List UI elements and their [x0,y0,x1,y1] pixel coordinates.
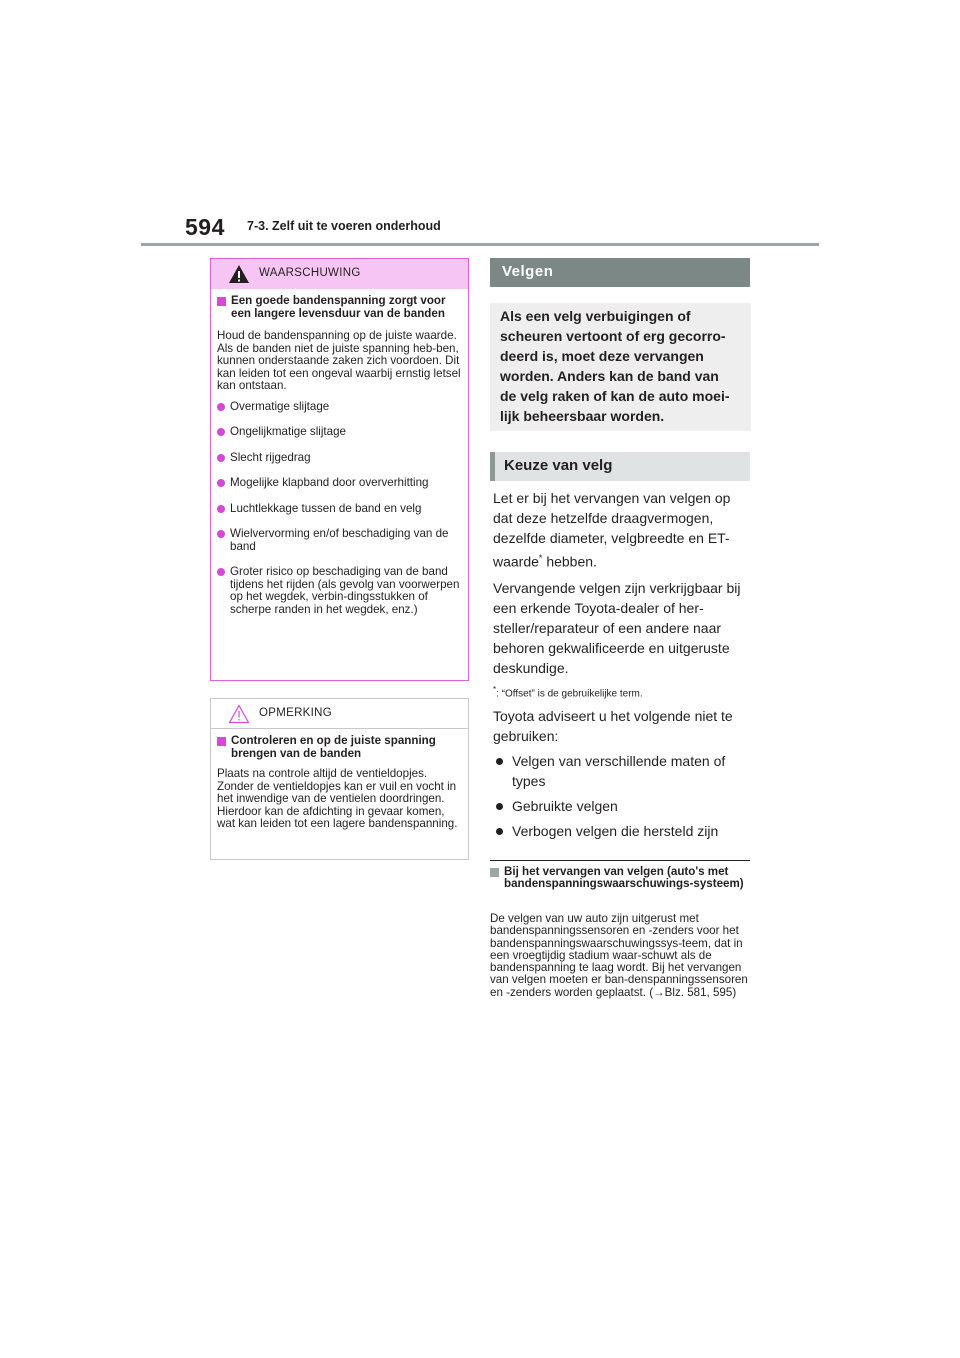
bullet-icon [217,505,225,513]
paragraph-advice: Toyota adviseert u het volgende niet te gebruiken: [493,708,733,744]
warning-list [217,401,462,617]
bullet-icon [496,803,503,810]
caution-triangle-icon [228,704,250,724]
bullet-icon [217,403,225,411]
bullet-icon [217,479,225,487]
square-bullet-icon [217,737,226,746]
warning-paragraph: Houd de bandenspanning op de juiste waarde. Als de banden niet de juiste spanning heb-ben, kunnen onderstaande zaken zich voordoen. Dit kan leiden tot een ongeval waarbij ernstig letsel kan ontstaan. [217,329,461,392]
callout-line: deerd is, moet deze vervangen [500,348,704,364]
callout-line: scheuren vertoont of erg gecorro- [500,328,726,344]
list-item: Ongelijkmatige slijtage [217,426,462,439]
warning-header [211,259,468,289]
section-title: 7-3. Zelf uit te voeren onderhoud [247,219,441,233]
subsection-heading-keuze: Keuze van velg [490,452,750,481]
warning-triangle-icon [228,264,250,284]
note-header [211,699,468,729]
bullet-icon [217,530,225,538]
section-heading-velgen: Velgen [490,258,750,287]
callout-line: lijk beheersbaar worden. [500,408,665,424]
bullet-icon [217,454,225,462]
list-item: Mogelijke klapband door oververhitting [217,477,462,490]
callout-line: worden. Anders kan de band van [500,368,719,384]
bullet-icon [496,828,503,835]
callout-line: de velg raken of kan de auto moei- [500,388,730,404]
note-title: OPMERKING [259,707,332,719]
list-item: Luchtlekkage tussen de band en velg [217,503,462,516]
list-item: Groter risico op beschadiging van de band tijdens het rijden (als gevolg van voorwerpen op het wegdek, verbin-dingsstukken of scherpe randen in het wegdek, enz.) [217,566,462,616]
header-divider [141,243,819,246]
callout-line: Als een velg verbuigingen of [500,308,691,324]
subsection-divider [490,860,750,861]
footnote: *: “Offset” is de gebruikelijke term. [493,685,643,700]
paragraph-availability: Vervangende velgen zijn verkrijgbaar bij een erkende Toyota-dealer of her-steller/reparateur of een andere naar behoren gekwalificeerde en uitgeruste deskundige. [493,580,741,676]
note-body [211,729,468,831]
square-bullet-icon [217,297,226,306]
note-paragraph: Plaats na controle altijd de ventieldopjes. Zonder de ventieldopjes kan er vuil en vocht in het inwendige van de ventielen doordringen. Hierdoor kan de afdichting in gevaar komen, wat kan leiden tot een lagere bandenspanning. [217,767,458,830]
square-bullet-icon [490,868,499,877]
callout-box [490,303,751,431]
warning-title: WAARSCHUWING [259,267,361,279]
list-item: Velgen van verschillende maten of types [493,751,751,791]
paragraph-choice: Let er bij het vervangen van velgen op dat deze hetzelfde draagvermogen, dezelfde diameter, velgbreedte en ET-waarde* hebben. [493,490,731,570]
list-item: Slecht rijgedrag [217,452,462,465]
warning-body [211,289,468,616]
warning-box [210,258,469,681]
tpms-paragraph: De velgen van uw auto zijn uitgerust met bandenspanningssensoren en -zenders voor het bandenspanningswaarschuwingssys-teem, dat in een vroegtijdig stadium waar-schuwt als de bandenspanning te laag wordt. Bij het vervangen van velgen moeten er ban-denspanningssensoren en -zenders worden geplaatst. (→Blz. 581, 595) [490,912,748,999]
page-number: 594 [185,214,225,240]
note-box [210,698,469,860]
list-item: Wielvervorming en/of beschadiging van de band [217,528,462,553]
list-item: Overmatige slijtage [217,401,462,414]
list-item: Gebruikte velgen [493,796,751,816]
avoid-list [493,751,751,846]
note-subheading: Controleren en op de juiste spanning brengen van de banden [217,735,462,760]
bullet-icon [217,428,225,436]
bullet-icon [496,758,503,765]
list-item: Verbogen velgen die hersteld zijn [493,821,751,841]
footnote-marker: * [538,553,543,563]
bullet-icon [217,568,225,576]
warning-subheading: Een goede bandenspanning zorgt voor een langere levensduur van de banden [217,295,462,320]
tpms-subheading: Bij het vervangen van velgen (auto's met bandenspanningswaarschuwings-systeem) [490,866,752,890]
